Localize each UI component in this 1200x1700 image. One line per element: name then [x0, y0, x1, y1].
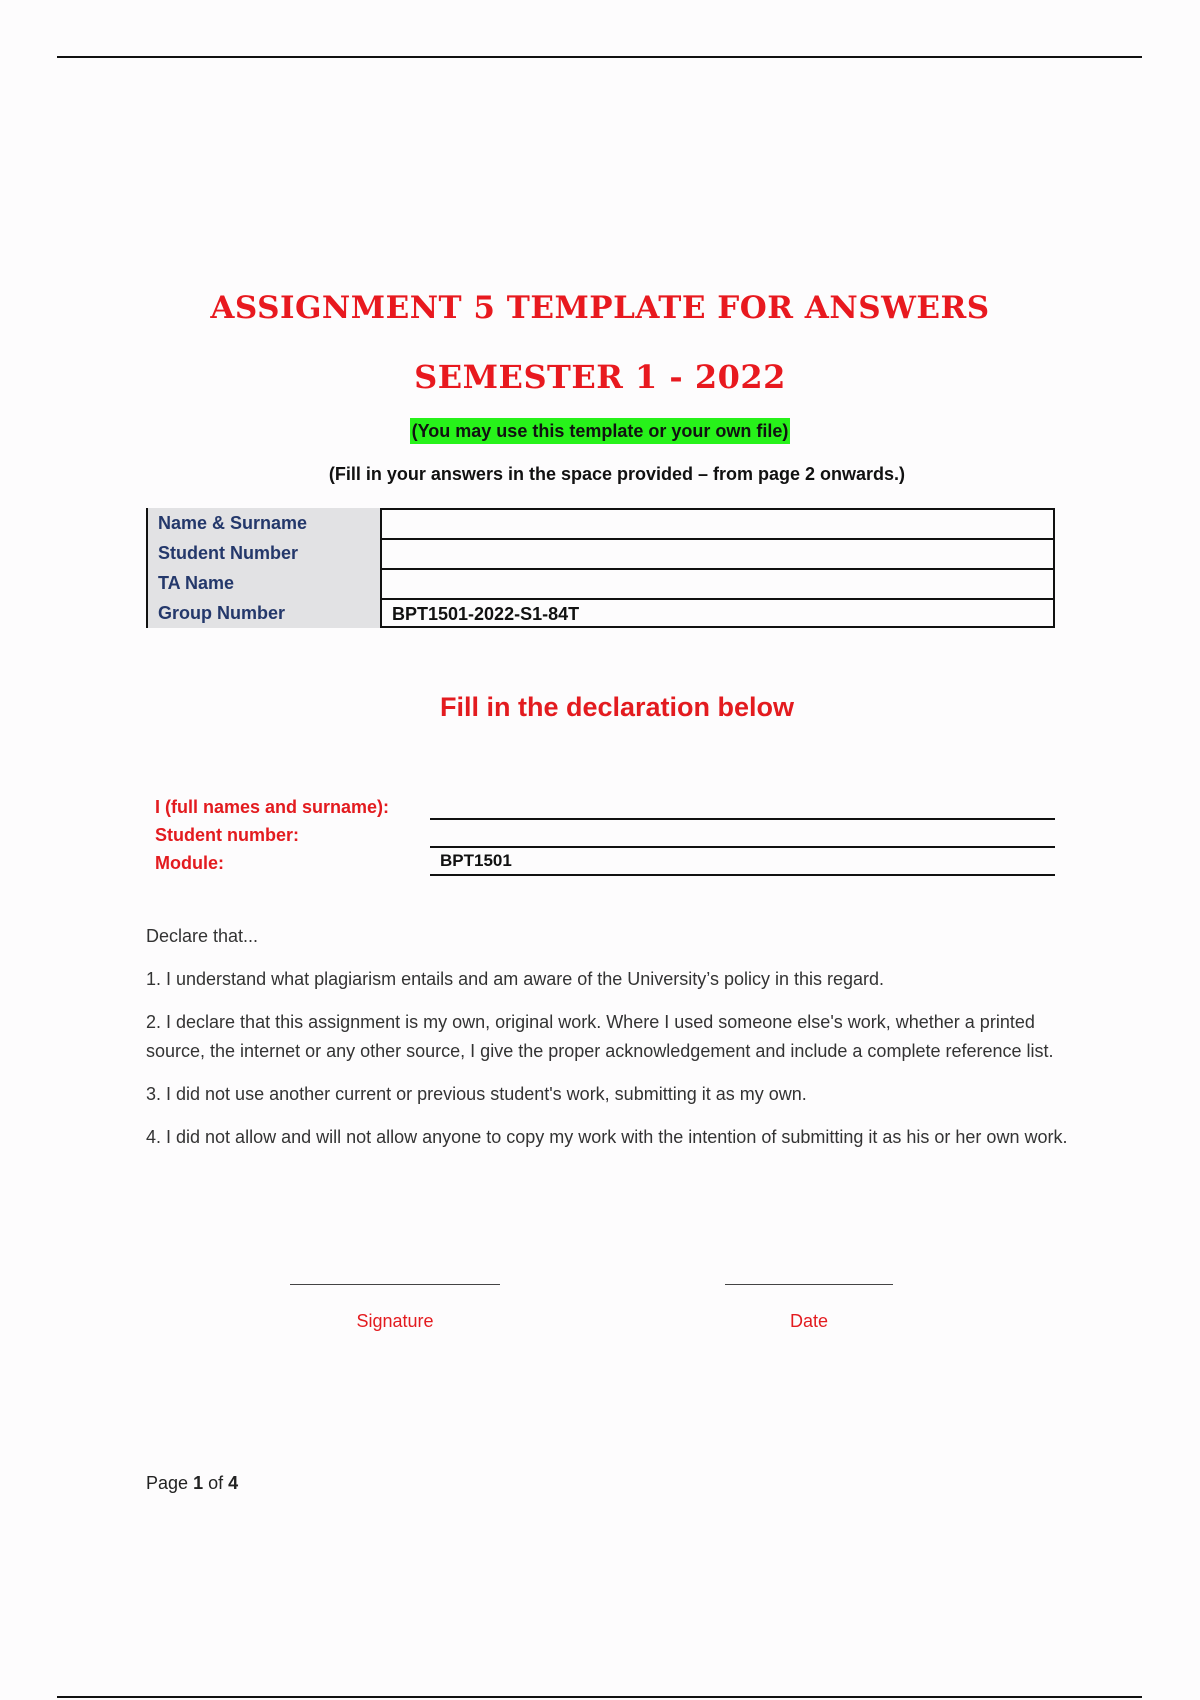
group-number-field[interactable]: BPT1501-2022-S1-84T	[380, 598, 1055, 628]
student-number-field[interactable]	[380, 538, 1055, 568]
signature-line[interactable]	[290, 1284, 500, 1285]
template-note-text: (You may use this template or your own file)	[410, 418, 791, 444]
module-field[interactable]: BPT1501	[430, 848, 1055, 876]
page-number	[146, 1473, 238, 1494]
top-rule	[57, 56, 1142, 58]
group-number-label: Group Number	[146, 598, 380, 628]
bottom-rule	[57, 1696, 1142, 1698]
fill-instruction: (Fill in your answers in the space provided – from page 2 onwards.)	[328, 464, 906, 484]
info-row-ta-name	[146, 568, 1055, 598]
full-name-label: I (full names and surname):	[155, 797, 390, 817]
decl-row-student-number	[155, 820, 1055, 848]
decl-row-module	[155, 848, 1055, 876]
declaration-statement: 1. I understand what plagiarism entails and am aware of the University’s policy in this regard.	[146, 969, 885, 989]
signature-block	[290, 1284, 500, 1332]
signature-label: Signature	[356, 1311, 434, 1331]
declaration-fields	[155, 792, 1055, 876]
student-number-label: Student Number	[146, 538, 380, 568]
document-title: ASSIGNMENT 5 TEMPLATE FOR ANSWERS	[210, 290, 990, 326]
declaration-intro: Declare that...	[146, 926, 259, 946]
current-page: 1	[193, 1473, 204, 1493]
date-block	[725, 1284, 893, 1332]
module-label: Module:	[155, 853, 224, 873]
page-of: of	[208, 1473, 224, 1493]
declaration-statement: 2. I declare that this assignment is my own, original work. Where I used someone else's work, whether a printed source, the internet or any other source, I give the proper acknowledgement and include a complete reference list.	[146, 1012, 1054, 1061]
declaration-text	[146, 922, 1086, 1166]
decl-student-number-field[interactable]	[430, 820, 1055, 848]
declaration-statement: 3. I did not use another current or previous student's work, submitting it as my own.	[146, 1084, 807, 1104]
total-pages: 4	[228, 1473, 239, 1493]
decl-row-full-name	[155, 792, 1055, 820]
student-info-table	[146, 508, 1055, 628]
info-row-student-number	[146, 538, 1055, 568]
declaration-heading: Fill in the declaration below	[439, 692, 795, 722]
info-row-name	[146, 508, 1055, 538]
date-label: Date	[789, 1311, 829, 1331]
ta-name-label: TA Name	[146, 568, 380, 598]
page-prefix: Page	[146, 1473, 189, 1493]
name-surname-label: Name & Surname	[146, 508, 380, 538]
semester-title: SEMESTER 1 - 2022	[414, 358, 786, 396]
declaration-statement: 4. I did not allow and will not allow anyone to copy my work with the intention of submitting it as his or her own work.	[146, 1127, 1068, 1147]
info-row-group-number	[146, 598, 1055, 628]
date-line[interactable]	[725, 1284, 893, 1285]
template-note	[0, 418, 1200, 444]
name-surname-field[interactable]	[380, 508, 1055, 538]
full-name-field[interactable]	[430, 792, 1055, 820]
decl-student-number-label: Student number:	[155, 825, 299, 845]
ta-name-field[interactable]	[380, 568, 1055, 598]
